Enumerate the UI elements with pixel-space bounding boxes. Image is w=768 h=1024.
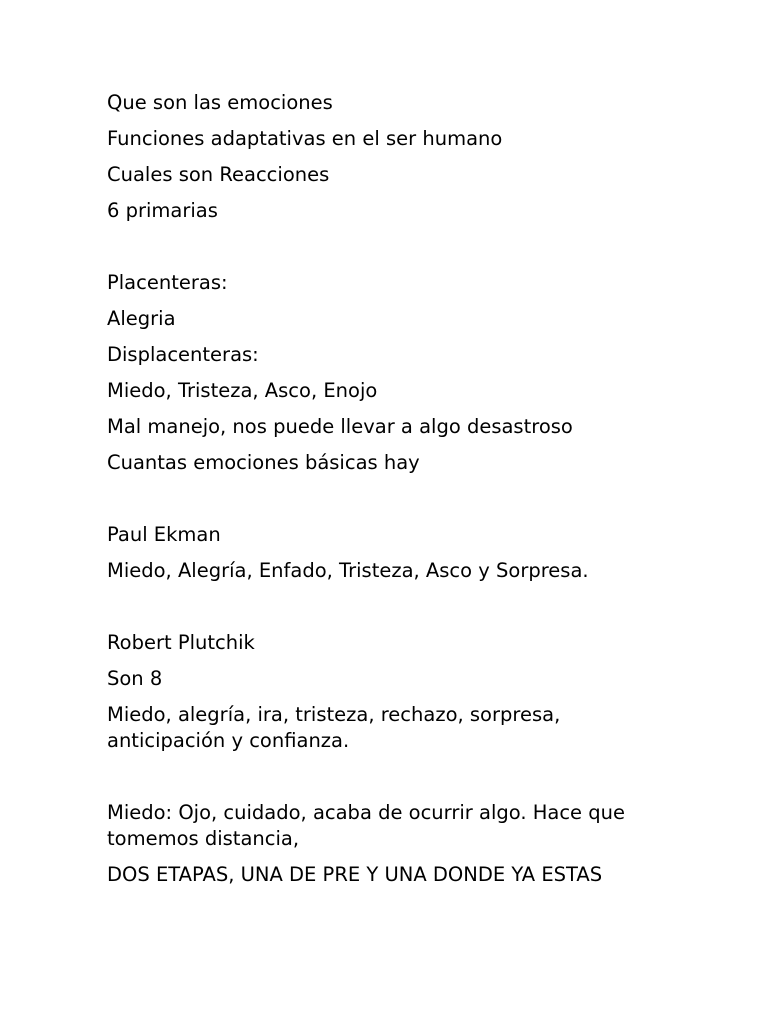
text-line: Miedo, alegría, ira, tristeza, rechazo, sorpresa, anticipación y confianza. xyxy=(107,703,567,752)
blank-line xyxy=(107,486,667,522)
text-line: Miedo, Alegría, Enfado, Tristeza, Asco y Sorpresa. xyxy=(107,559,589,582)
text-line: Placenteras: xyxy=(107,271,228,294)
document-body xyxy=(107,90,667,898)
text-line: Miedo: Ojo, cuidado, acaba de ocurrir algo. Hace que tomemos distancia, xyxy=(107,801,632,850)
text-line: Mal manejo, nos puede llevar a algo desastroso xyxy=(107,415,573,438)
text-line: Que son las emociones xyxy=(107,91,333,114)
text-line: Funciones adaptativas en el ser humano xyxy=(107,127,503,150)
text-line: Cuales son Reacciones xyxy=(107,163,330,186)
text-line: Robert Plutchik xyxy=(107,631,255,654)
text-line: Son 8 xyxy=(107,667,163,690)
text-line: Miedo, Tristeza, Asco, Enojo xyxy=(107,379,378,402)
text-line: Cuantas emociones básicas hay xyxy=(107,451,420,474)
text-line: DOS ETAPAS, UNA DE PRE Y UNA DONDE YA ESTAS xyxy=(107,863,603,886)
blank-line xyxy=(107,764,667,800)
blank-line xyxy=(107,594,667,630)
text-line: 6 primarias xyxy=(107,199,218,222)
text-line: Displacenteras: xyxy=(107,343,259,366)
blank-line xyxy=(107,234,667,270)
text-line: Paul Ekman xyxy=(107,523,221,546)
text-line: Alegria xyxy=(107,307,176,330)
